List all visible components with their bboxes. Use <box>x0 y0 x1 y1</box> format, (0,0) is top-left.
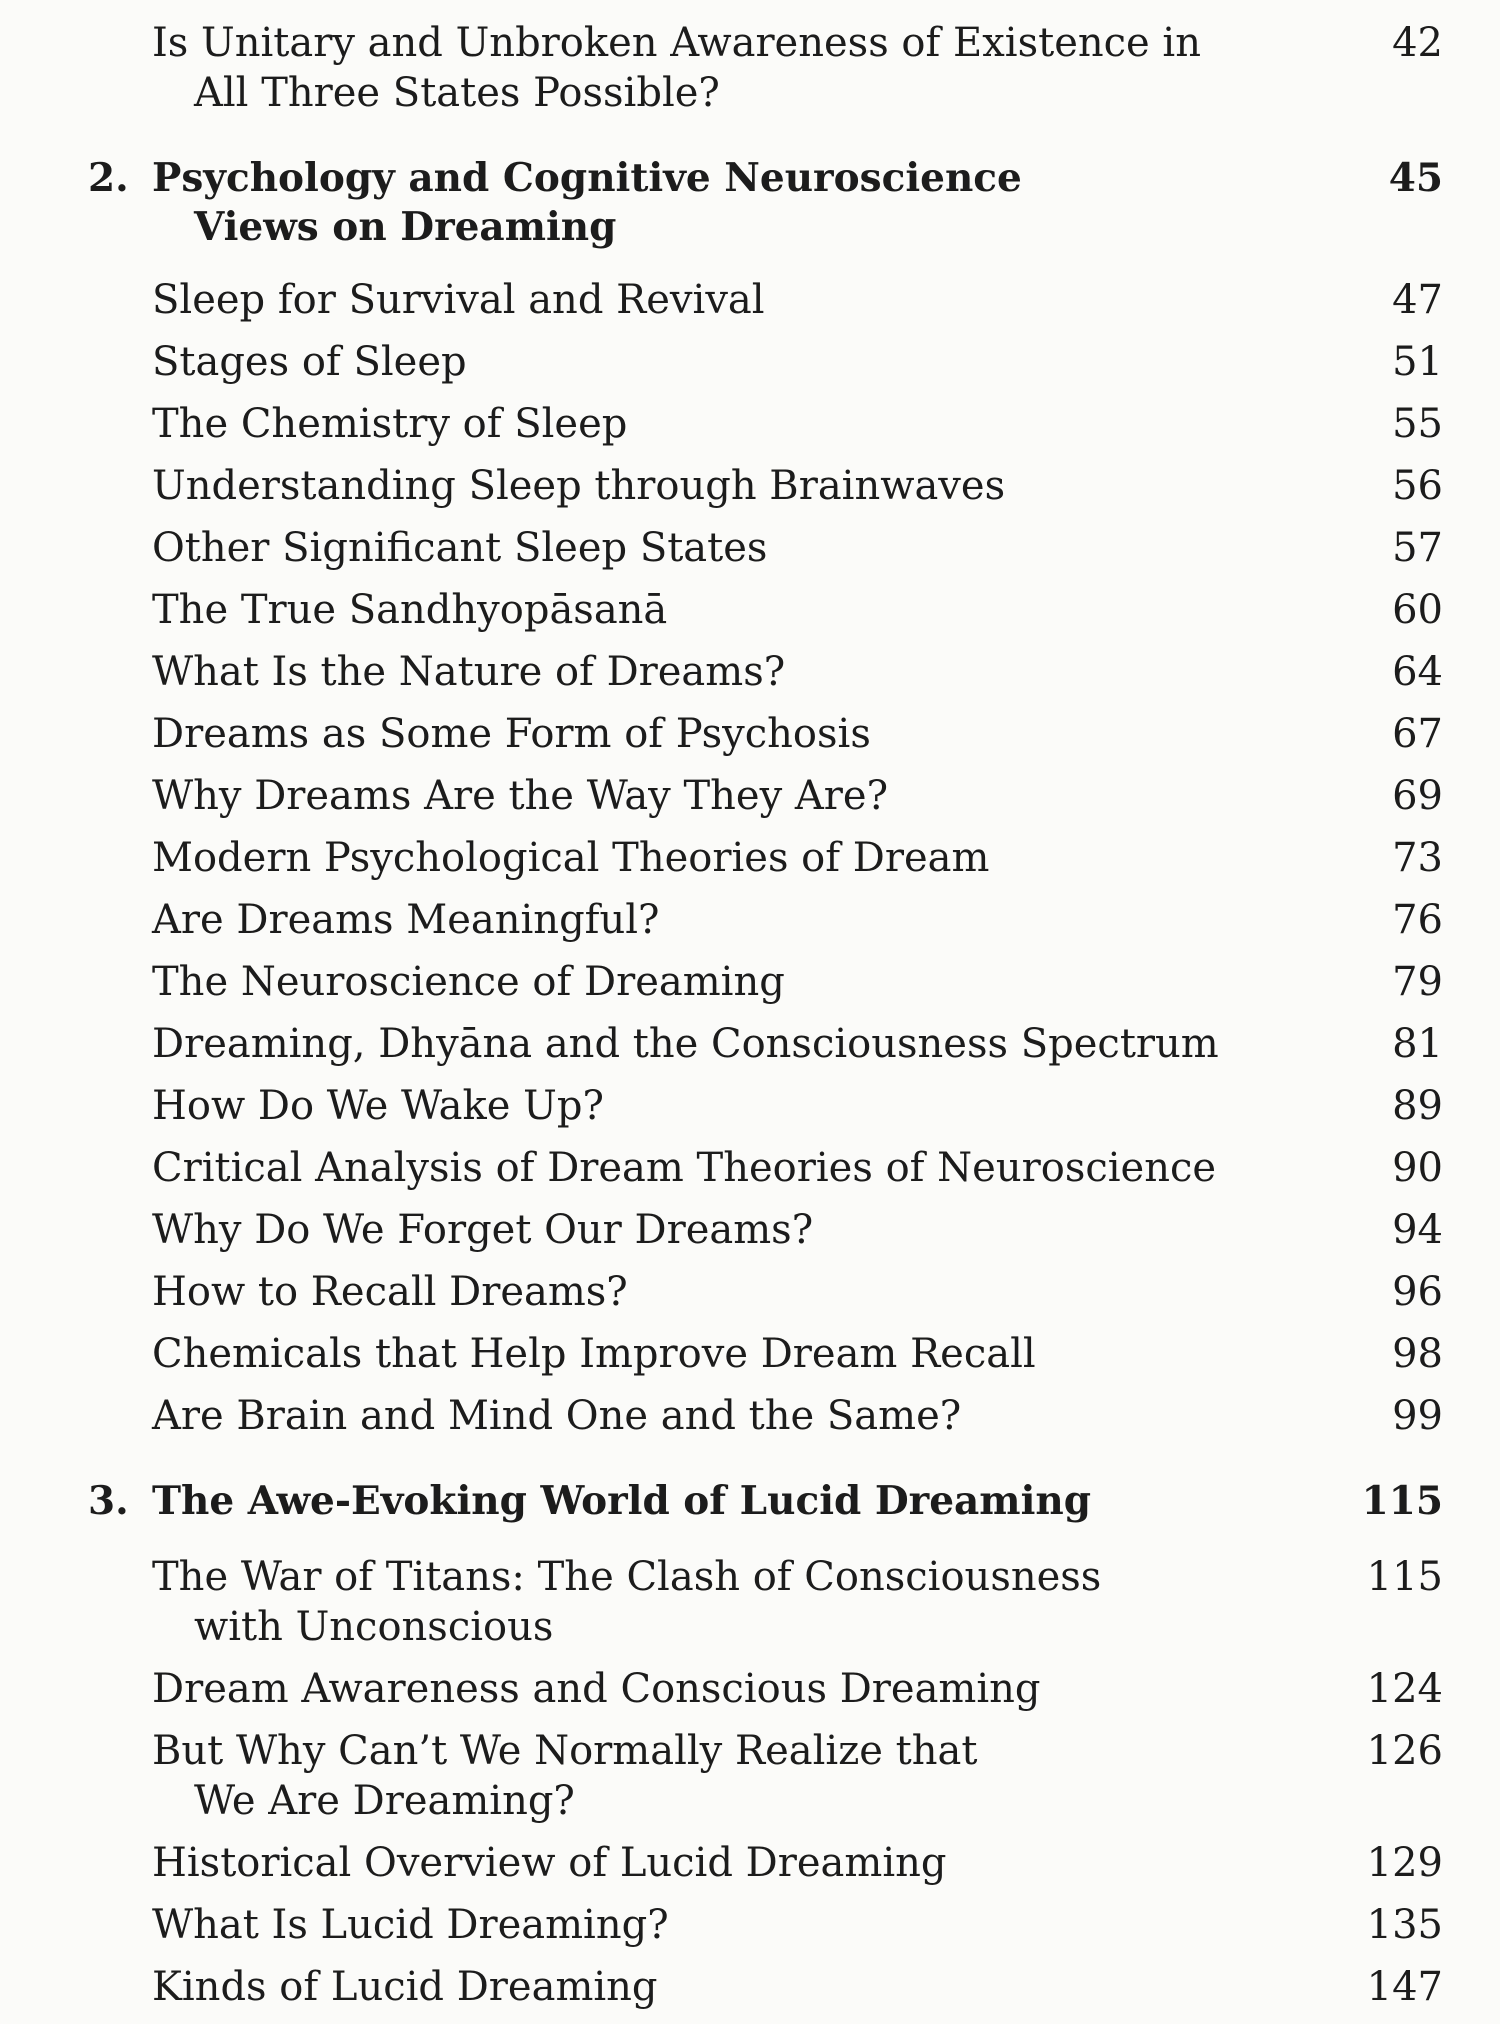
section-entry <box>0 833 1500 895</box>
title-line: What Is Lucid Dreaming? <box>152 1902 669 1948</box>
title-line: But Why Can’t We Normally Realize that <box>152 1728 978 1774</box>
page-number: 126 <box>1366 1728 1443 1774</box>
section-entry <box>0 523 1500 585</box>
section-title <box>152 1726 1312 1826</box>
page-number: 69 <box>1392 773 1443 819</box>
page-number: 147 <box>1366 1964 1443 2010</box>
page-number: 51 <box>1392 339 1443 385</box>
table-of-contents <box>0 18 1500 2024</box>
title-line: Kinds of Lucid Dreaming <box>152 1964 658 2010</box>
page-number: 47 <box>1392 277 1443 323</box>
title-line: Other Significant Sleep States <box>152 525 768 571</box>
title-line: Sleep for Survival and Revival <box>152 277 765 323</box>
section-title <box>152 1838 1312 1888</box>
section-entry <box>0 275 1500 337</box>
section-entry <box>0 1962 1500 2024</box>
page-number: 60 <box>1392 587 1443 633</box>
chapter-title <box>152 1477 1312 1526</box>
section-title <box>152 1329 1312 1379</box>
section-title <box>152 1664 1312 1714</box>
page-number: 79 <box>1392 959 1443 1005</box>
title-line: Dreaming, Dhyāna and the Consciousness Spectrum <box>152 1021 1219 1067</box>
page-number: 57 <box>1392 525 1443 571</box>
title-line: The Chemistry of Sleep <box>152 401 628 447</box>
page-number: 42 <box>1392 20 1443 66</box>
title-line: How Do We Wake Up? <box>152 1083 604 1129</box>
section-title <box>152 709 1312 759</box>
section-entry <box>0 1726 1500 1838</box>
section-entry <box>0 1900 1500 1962</box>
page-number: 124 <box>1366 1666 1443 1712</box>
title-line: The Awe-Evoking World of Lucid Dreaming <box>152 1478 1092 1524</box>
section-entry <box>0 1552 1500 1664</box>
section-title <box>152 399 1312 449</box>
title-continuation-line: We Are Dreaming? <box>194 1778 575 1824</box>
section-title <box>152 1019 1312 1069</box>
section-entry <box>0 895 1500 957</box>
section-entry <box>0 1143 1500 1205</box>
chapter-number: 2. <box>88 155 129 201</box>
section-title <box>152 895 1312 945</box>
section-title <box>152 771 1312 821</box>
title-line: Modern Psychological Theories of Dream <box>152 835 990 881</box>
title-line: How to Recall Dreams? <box>152 1269 628 1315</box>
title-line: Are Brain and Mind One and the Same? <box>152 1393 962 1439</box>
section-title <box>152 647 1312 697</box>
title-line: Is Unitary and Unbroken Awareness of Existence in <box>152 20 1201 66</box>
page-number: 64 <box>1392 649 1443 695</box>
section-title <box>152 1205 1312 1255</box>
title-continuation-line: Views on Dreaming <box>194 204 617 250</box>
page-number: 115 <box>1361 1478 1443 1524</box>
section-title <box>152 523 1312 573</box>
page-number: 67 <box>1392 711 1443 757</box>
section-entry <box>0 1391 1500 1453</box>
page-number: 115 <box>1366 1554 1443 1600</box>
section-entry <box>0 647 1500 709</box>
section-title <box>152 585 1312 635</box>
section-title <box>152 957 1312 1007</box>
section-title <box>152 1962 1312 2012</box>
page-number: 135 <box>1366 1902 1443 1948</box>
title-line: Understanding Sleep through Brainwaves <box>152 463 1006 509</box>
title-line: Historical Overview of Lucid Dreaming <box>152 1840 947 1886</box>
title-line: Critical Analysis of Dream Theories of Neuroscience <box>152 1145 1217 1191</box>
page-number: 99 <box>1392 1393 1443 1439</box>
title-line: Stages of Sleep <box>152 339 467 385</box>
page-number: 94 <box>1392 1207 1443 1253</box>
page-number: 73 <box>1392 835 1443 881</box>
section-entry <box>0 399 1500 461</box>
section-title <box>152 1143 1312 1193</box>
page-number: 56 <box>1392 463 1443 509</box>
chapter-title <box>152 154 1312 252</box>
page-number: 98 <box>1392 1331 1443 1377</box>
section-title <box>152 1081 1312 1131</box>
page-number: 129 <box>1366 1840 1443 1886</box>
page-number: 89 <box>1392 1083 1443 1129</box>
title-line: The True Sandhyopāsanā <box>152 587 668 633</box>
section-entry <box>0 1081 1500 1143</box>
page-number: 55 <box>1392 401 1443 447</box>
title-line: Why Do We Forget Our Dreams? <box>152 1207 814 1253</box>
section-title <box>152 18 1312 118</box>
section-title <box>152 275 1312 325</box>
page-number: 96 <box>1392 1269 1443 1315</box>
title-line: Chemicals that Help Improve Dream Recall <box>152 1331 1036 1377</box>
section-entry <box>0 461 1500 523</box>
section-entry <box>0 1205 1500 1267</box>
title-continuation-line: All Three States Possible? <box>194 70 720 116</box>
title-line: Dreams as Some Form of Psychosis <box>152 711 871 757</box>
section-title <box>152 1267 1312 1317</box>
section-entry <box>0 585 1500 647</box>
section-title <box>152 337 1312 387</box>
page-number: 90 <box>1392 1145 1443 1191</box>
section-entry <box>0 1329 1500 1391</box>
section-entry <box>0 771 1500 833</box>
page-number: 76 <box>1392 897 1443 943</box>
section-entry <box>0 337 1500 399</box>
section-title <box>152 461 1312 511</box>
section-title <box>152 1900 1312 1950</box>
title-continuation-line: with Unconscious <box>194 1604 554 1650</box>
section-entry <box>0 709 1500 771</box>
section-title <box>152 833 1312 883</box>
page-number: 45 <box>1388 155 1443 201</box>
title-line: Dream Awareness and Conscious Dreaming <box>152 1666 1041 1712</box>
section-entry <box>0 1838 1500 1900</box>
section-title <box>152 1391 1312 1441</box>
title-line: The War of Titans: The Clash of Consciousness <box>152 1554 1102 1600</box>
chapter-number: 3. <box>88 1478 129 1524</box>
chapter-entry <box>0 1477 1500 1552</box>
chapter-entry <box>0 154 1500 275</box>
title-line: Psychology and Cognitive Neuroscience <box>152 155 1022 201</box>
section-entry <box>0 957 1500 1019</box>
page-number: 81 <box>1392 1021 1443 1067</box>
title-line: What Is the Nature of Dreams? <box>152 649 786 695</box>
section-entry <box>0 1664 1500 1726</box>
title-line: Why Dreams Are the Way They Are? <box>152 773 889 819</box>
section-entry <box>0 1267 1500 1329</box>
section-entry <box>0 18 1500 130</box>
section-entry <box>0 1019 1500 1081</box>
section-title <box>152 1552 1312 1652</box>
title-line: Are Dreams Meaningful? <box>152 897 660 943</box>
title-line: The Neuroscience of Dreaming <box>152 959 785 1005</box>
